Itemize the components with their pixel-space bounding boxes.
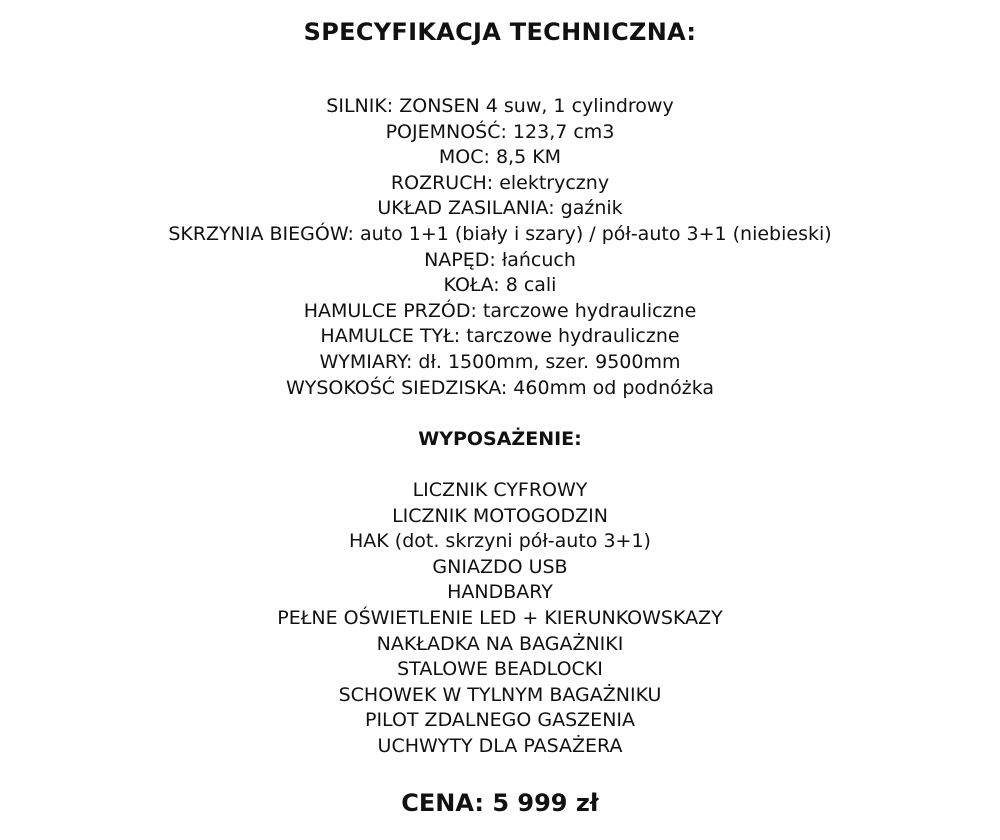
spec-item-drive: NAPĘD: łańcuch xyxy=(424,248,576,271)
equipment-item-beadlocks: STALOWE BEADLOCKI xyxy=(397,658,603,681)
spec-item-engine: SILNIK: ZONSEN 4 suw, 1 cylindrowy xyxy=(326,95,674,117)
spec-item-fuel-system: UKŁAD ZASILANIA: gaźnik xyxy=(377,197,623,220)
spec-item-dimensions: WYMIARY: dł. 1500mm, szer. 9500mm xyxy=(319,350,681,373)
equipment-item-remote-kill: PILOT ZDALNEGO GASZENIA xyxy=(364,709,636,732)
price-label: CENA: 5 999 zł xyxy=(401,789,599,817)
equipment-item-digital-meter: LICZNIK CYFROWY xyxy=(412,479,588,501)
spec-item-starter: ROZRUCH: elektryczny xyxy=(390,171,610,194)
spec-item-gearbox: SKRZYNIA BIEGÓW: auto 1+1 (biały i szary) / pół-auto 3+1 (niebieski) xyxy=(168,222,832,245)
equipment-item-usb-socket: GNIAZDO USB xyxy=(432,555,568,578)
equipment-item-led-lighting: PEŁNE OŚWIETLENIE LED + KIERUNKOWSKAZY xyxy=(277,606,723,629)
equipment-heading: WYPOSAŻENIE: xyxy=(418,428,582,450)
equipment-list xyxy=(0,478,1000,760)
spec-item-capacity: POJEMNOŚĆ: 123,7 cm3 xyxy=(385,120,615,143)
spec-item-wheels: KOŁA: 8 cali xyxy=(443,274,557,297)
spec-item-power: MOC: 8,5 KM xyxy=(438,146,562,169)
page-title: SPECYFIKACJA TECHNICZNA: xyxy=(303,18,697,46)
equipment-item-hour-meter: LICZNIK MOTOGODZIN xyxy=(392,504,608,527)
equipment-item-passenger-handles: UCHWYTY DLA PASAŻERA xyxy=(377,734,623,757)
spec-list xyxy=(0,94,1000,401)
spec-item-seat-height: WYSOKOŚĆ SIEDZISKA: 460mm od podnóżka xyxy=(285,376,715,399)
equipment-item-rear-storage: SCHOWEK W TYLNYM BAGAŻNIKU xyxy=(338,683,662,706)
equipment-item-handguards: HANDBARY xyxy=(447,581,553,604)
equipment-item-rack-cover: NAKŁADKA NA BAGAŻNIKI xyxy=(376,632,624,655)
equipment-item-hook: HAK (dot. skrzyni pół-auto 3+1) xyxy=(349,530,651,553)
spec-item-rear-brakes: HAMULCE TYŁ: tarczowe hydrauliczne xyxy=(320,325,680,348)
spec-item-front-brakes: HAMULCE PRZÓD: tarczowe hydrauliczne xyxy=(303,299,697,322)
